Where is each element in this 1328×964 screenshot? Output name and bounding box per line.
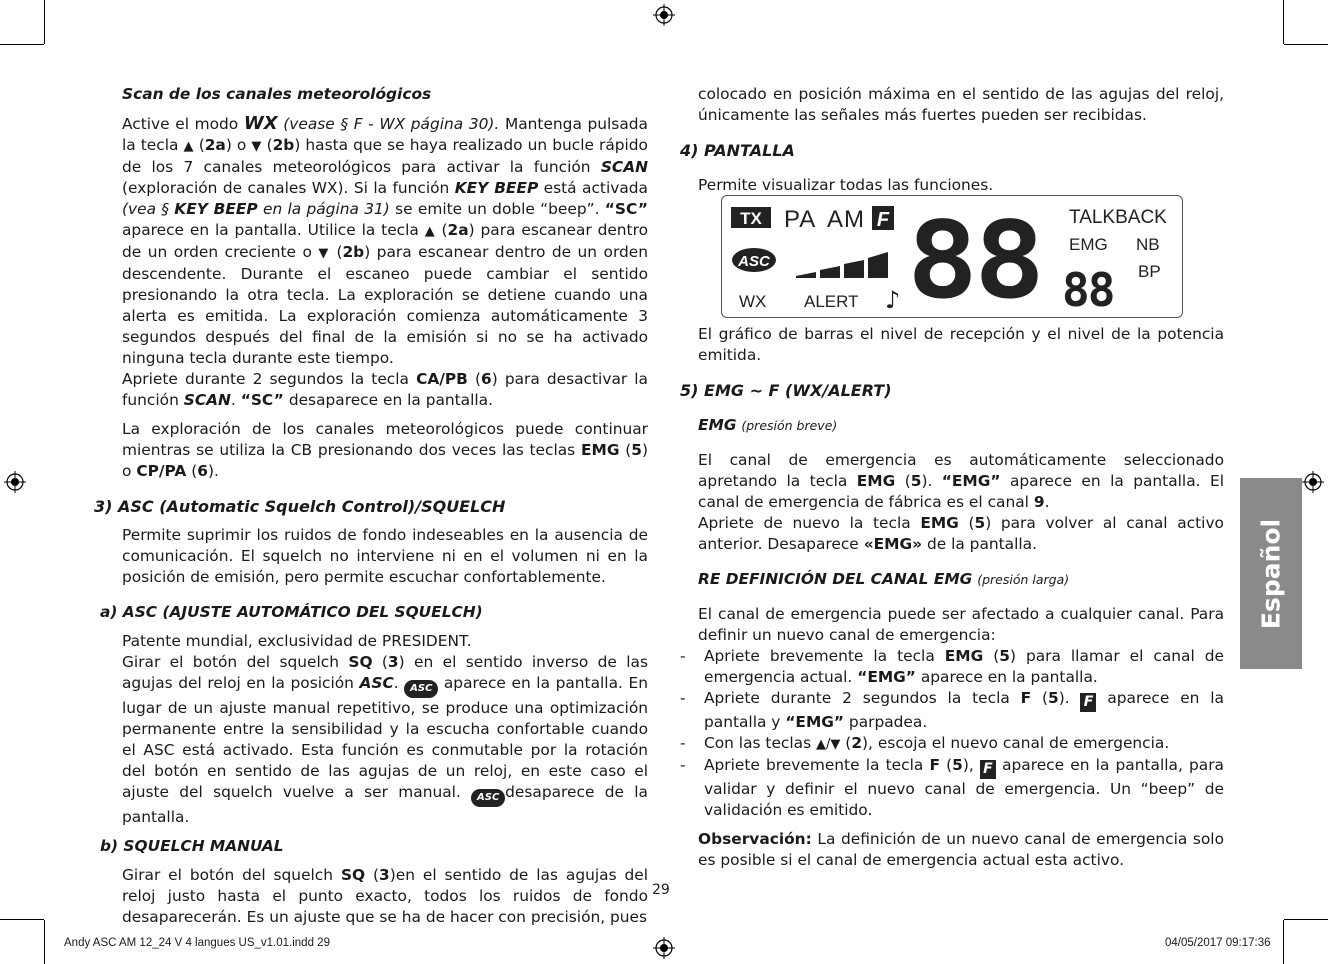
asc-icon: ASC xyxy=(471,789,505,807)
page-number: 29 xyxy=(652,882,670,898)
asc-title: 3) ASC (Automatic Squelch Control)/SQUELCH xyxy=(94,497,506,516)
redef-title: RE DEFINICIÓN DEL CANAL EMG (presión larga) xyxy=(698,570,1070,588)
lcd-am-text: AM xyxy=(827,206,865,233)
lcd-bp-text: BP xyxy=(1138,262,1161,281)
lcd-bar-3 xyxy=(844,260,864,278)
asc-paragraph: Permite suprimir los ruidos de fondo indeseables en la ausencia de comunicación. El squelch no interviene ni en el volumen ni en la posición de emisión, pero permite escuchar confortablemente. xyxy=(122,526,648,586)
emg-title: 5) EMG ~ F (WX/ALERT) xyxy=(680,381,892,400)
lcd-big-digits: 88 xyxy=(907,199,1042,317)
pantalla-title: 4) PANTALLA xyxy=(680,141,795,160)
lcd-bar-4 xyxy=(868,252,888,278)
section-b-paragraph: Girar el botón del squelch SQ (3)en el sentido de las agujas del reloj justo hasta el punto exacto, todos los ruidos de fondo desaparecerán. Es un ajuste que se ha de hacer con precisión, pues xyxy=(122,866,648,926)
lcd-emg-text: EMG xyxy=(1069,235,1108,254)
section-b-title: b) SQUELCH MANUAL xyxy=(100,837,284,855)
f-icon: F xyxy=(980,760,996,779)
footer-file-info: Andy ASC AM 12_24 V 4 langues US_v1.01.indd 29 xyxy=(64,937,330,949)
emg-subtitle: EMG (presión breve) xyxy=(698,416,838,434)
right-column xyxy=(680,84,1224,196)
language-tab-label: Español xyxy=(1256,518,1286,629)
scan-paragraph-3: La exploración de los canales meteorológicos puede continuar mientras se utiliza la CB presionando dos veces las teclas EMG (5) o CP/PA (6). xyxy=(122,420,648,480)
crop-mark xyxy=(1284,44,1328,45)
crop-mark xyxy=(44,0,45,44)
footer-timestamp: 04/05/2017 09:17:36 xyxy=(1165,937,1271,949)
crop-mark xyxy=(1284,919,1328,920)
redef-paragraph: El canal de emergencia puede ser afectado a cualquier canal. Para definir un nuevo canal de emergencia: xyxy=(698,605,1224,644)
lcd-tx-text: TX xyxy=(740,209,762,228)
crop-mark xyxy=(1283,920,1284,964)
lcd-bar-2 xyxy=(820,266,840,278)
lcd-display-illustration xyxy=(721,195,1183,318)
pantalla-paragraph-2: El gráfico de barras el nivel de recepción y el nivel de la potencia emitida. xyxy=(698,325,1224,364)
emg-paragraph-1: El canal de emergencia es automáticamente seleccionado apretando la tecla EMG (5). “EMG” aparece en la pantalla. El canal de emergencia de fábrica es el canal 9. xyxy=(698,451,1224,511)
lcd-talkback-text: TALKBACK xyxy=(1069,207,1167,228)
crop-mark xyxy=(0,44,44,45)
lcd-nb-text: NB xyxy=(1136,235,1160,254)
language-tab xyxy=(1240,478,1302,669)
registration-mark-icon xyxy=(4,471,26,493)
lcd-bar-1 xyxy=(796,272,816,278)
scan-paragraph-2: Apriete durante 2 segundos la tecla CA/PB (6) para desactivar la función SCAN. “SC” desaparece en la pantalla. xyxy=(122,370,648,409)
section-a-paragraph-2: Girar el botón del squelch SQ (3) en el sentido inverso de las agujas del reloj en la posición ASC. ASC aparece en la pantalla. En lugar de un ajuste manual repetitivo, se produce una optimización permanente entre la sensibilidad y la escucha confortable cuando el ASC está activado. Esta función es conmutable por la rotación del botón en sentido de las agujas de un reloj, en este caso el ajuste del squelch vuelve a ser manual. ASC desaparece de la pantalla. xyxy=(122,653,648,826)
list-item: - Con las teclas ▲/▼ (2), escoja el nuevo canal de emergencia. xyxy=(680,734,1170,752)
left-column xyxy=(94,84,649,928)
registration-mark-icon xyxy=(653,4,675,26)
crop-mark xyxy=(0,919,44,920)
right-column-lower xyxy=(680,324,1224,871)
pantalla-paragraph: Permite visualizar todas las funciones. xyxy=(698,176,994,194)
lcd-asc-text: ASC xyxy=(738,253,770,270)
observation-paragraph: Observación: La definición de un nuevo canal de emergencia solo es posible si el canal de emergencia actual esta activo. xyxy=(698,830,1224,869)
registration-mark-icon xyxy=(1302,471,1324,493)
scan-title: Scan de los canales meteorológicos xyxy=(122,85,432,103)
section-a-paragraph-1: Patente mundial, exclusividad de PRESIDENT. xyxy=(122,632,472,650)
f-icon: F xyxy=(1080,693,1096,712)
registration-mark-icon xyxy=(653,937,675,959)
lcd-svg xyxy=(722,196,1182,317)
list-item: - Apriete brevemente la tecla EMG (5) para llamar el canal de emergencia actual. “EMG” aparece en la pantalla. xyxy=(680,647,1224,686)
lcd-small-digits: 88 xyxy=(1062,263,1114,317)
list-item: - Apriete durante 2 segundos la tecla F (5). F aparece en la pantalla y “EMG” parpadea. xyxy=(680,689,1224,731)
asc-icon: ASC xyxy=(404,680,438,698)
list-item: - Apriete brevemente la tecla F (5), F aparece en la pantalla, para validar y definir el nuevo canal de emergencia. Un “beep” de validación es emitido. xyxy=(680,756,1224,819)
emg-paragraph-2: Apriete de nuevo la tecla EMG (5) para volver al canal activo anterior. Desaparece «EMG» de la pantalla. xyxy=(698,514,1224,553)
lcd-pa-text: PA xyxy=(784,206,817,233)
scan-paragraph-1: Active el modo WX (vease § F - WX página 30). Mantenga pulsada la tecla ▲ (2a) o ▼ (2b) hasta que se haya realizado un bucle rápido de los 7 canales meteorológicos para activar la función SCAN (exploración de canales WX). Si la función KEY BEEP está activada (vea § KEY BEEP en la página 31) se emite un doble “beep”. “SC” aparece en la pantalla. Utilice la tecla ▲ (2a) para escanear dentro de un orden creciente o ▼ (2b) para escanear dentro de un orden descendente. Durante el escaneo puede cambiar el sentido presionando la otra tecla. La exploración se detiene cuando una alerta es emitida. La exploración comienza automáticamente 3 segundos después del final de la emisión si no se ha activado ninguna tecla durante este tiempo. xyxy=(122,113,649,367)
lcd-alert-text: ALERT xyxy=(804,292,859,311)
lcd-note-icon: ♪ xyxy=(885,286,901,314)
section-a-title: a) ASC (AJUSTE AUTOMÁTICO DEL SQUELCH) xyxy=(100,603,483,621)
continuation-paragraph: colocado en posición máxima en el sentido de las agujas del reloj, únicamente las señales más fuertes pueden ser recibidas. xyxy=(698,85,1224,124)
crop-mark xyxy=(1283,0,1284,44)
lcd-f-text: F xyxy=(876,209,890,231)
lcd-wx-text: WX xyxy=(739,292,767,311)
crop-mark xyxy=(44,920,45,964)
